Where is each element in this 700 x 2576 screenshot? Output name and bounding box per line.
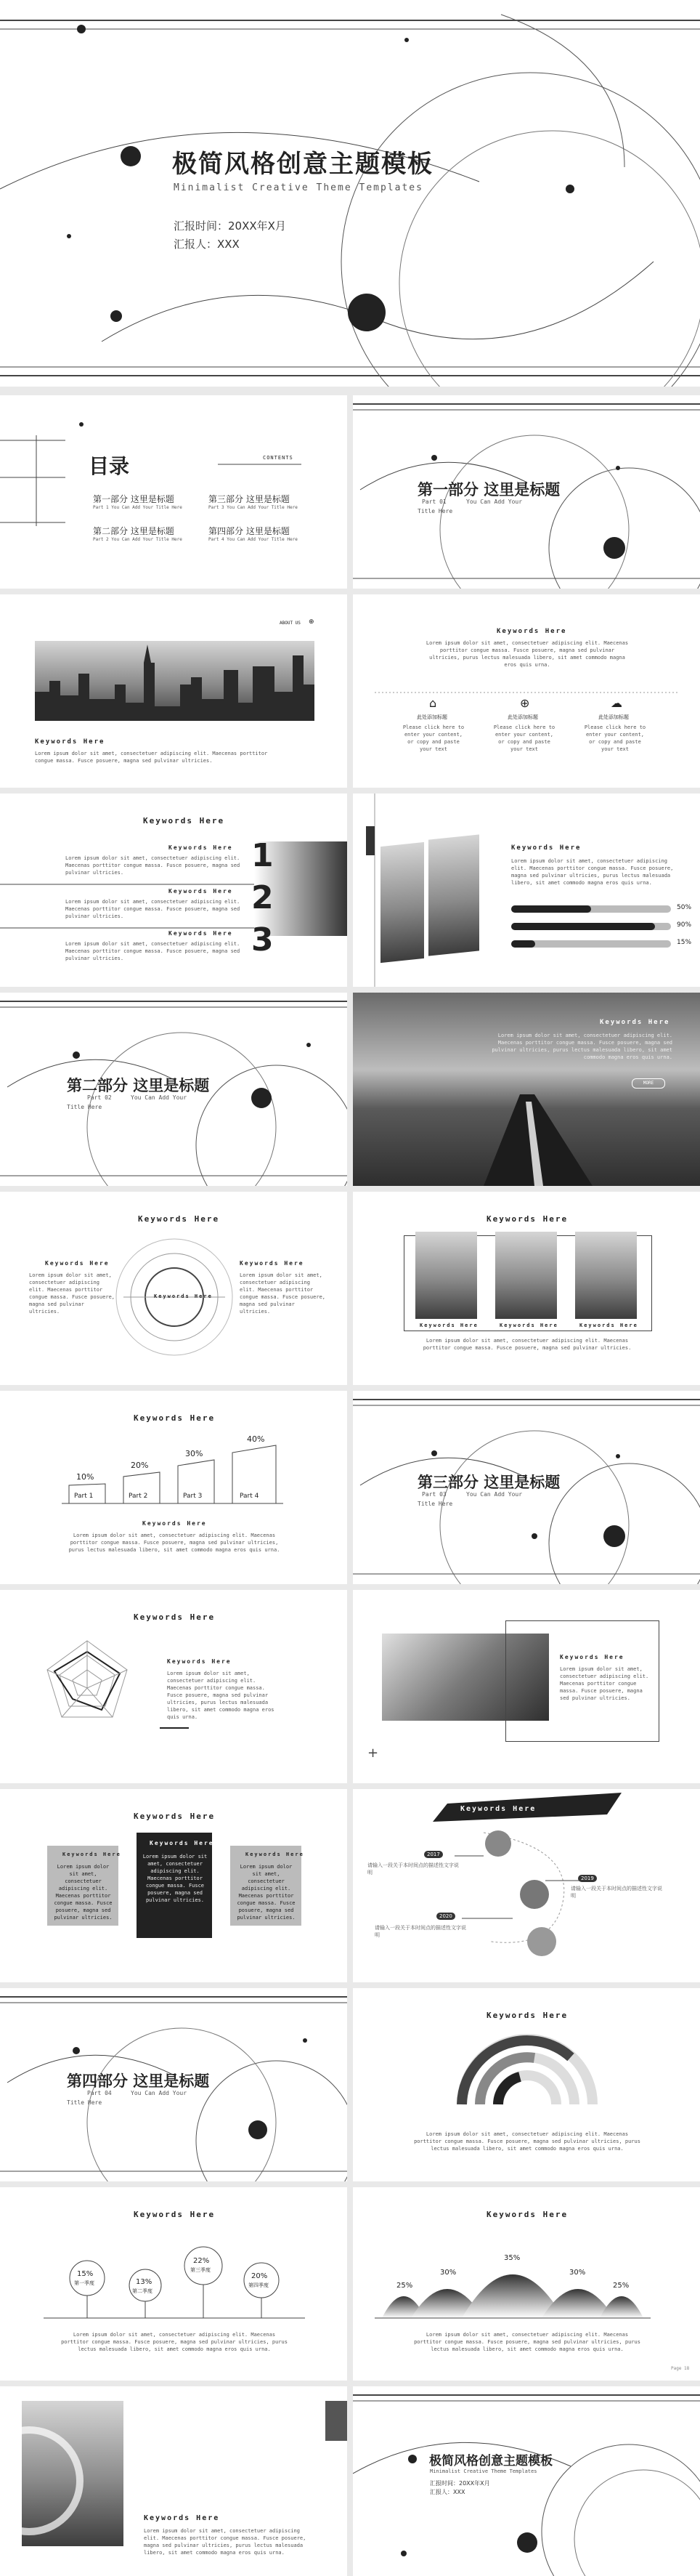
ending-reporter: 汇报人：XXX: [430, 2489, 465, 2495]
section3-slide: [353, 1391, 700, 1584]
number-1: 1: [251, 837, 274, 874]
mountain2-pct: 30%: [440, 2269, 457, 2277]
icon1-title: 此处添加标题: [417, 714, 447, 720]
bubble4-pct: 20%: [251, 2272, 268, 2280]
numbers-slide: [0, 794, 347, 987]
toc-slide: [0, 395, 347, 589]
road-slide: [353, 993, 700, 1186]
progress-label-1: 50%: [677, 904, 692, 911]
banner-center-text: Lorem ipsum dolor sit amet, consectetuer adipiscing elit. Maecenas porttitor congue massa. Fusce posuere, magna sed pulvinar ultricies.: [142, 1854, 208, 1903]
section4-slide: [0, 1988, 347, 2181]
step2-pct: 20%: [131, 1461, 149, 1470]
cover-decoration: [0, 0, 700, 387]
bubbles-text: Lorem ipsum dolor sit amet, consectetuer adipiscing elit. Maecenas porttitor congue massa. Fusce posuere, magna sed pulvinar ultricies, purus lectus malesuada libero, sit amet commodo magna eros quis urna.: [61, 2332, 288, 2352]
ending-decoration: [353, 2386, 700, 2576]
step1-pct: 10%: [76, 1472, 94, 1482]
toc-item-2[interactable]: 第二部分 这里是标题: [93, 526, 174, 536]
step4-label: Part 4: [240, 1493, 259, 1500]
icons-description: Lorem ipsum dolor sit amet, consectetuer adipiscing elit. Maecenas porttitor congue massa. Fusce posuere, magna sed pulvinar ultricies, purus lectus malesuada libero, sit amet commodo magna eros quis urna.: [426, 640, 629, 668]
step1-label: Part 1: [74, 1493, 94, 1500]
timeline-year-2: 2019: [578, 1875, 597, 1882]
icon3-text: Please click here to enter your content, or copy and paste your text: [584, 724, 646, 752]
arc-text: Lorem ipsum dolor sit amet, consectetuer adipiscing elit. Maecenas porttitor congue massa. Fusce posuere, magna sed pulvinar ultricies, purus lectus malesuada libero, sit amet commodo magna eros quis urna.: [414, 2131, 640, 2152]
circle-left-text: Lorem ipsum dolor sit amet, consectetuer adipiscing elit. Maecenas porttitor congue massa. Fusce posuere, magna sed pulvinar ultricies.: [29, 1272, 115, 1315]
section3-title-here: Title Here: [418, 1501, 453, 1507]
road-keywords: Keywords Here: [600, 1019, 670, 1026]
photo1-caption: Keywords Here: [420, 1323, 479, 1328]
building-photo-3: [575, 1232, 637, 1319]
bubble1-pct: 15%: [77, 2270, 94, 2278]
banner-left-text: Lorem ipsum dolor sit amet, consectetuer adipiscing elit. Maecenas porttitor congue massa. Fusce posuere, magna sed pulvinar ultricies.: [54, 1864, 113, 1921]
banners-title: Keywords Here: [134, 1812, 216, 1821]
section3-part: Part 03: [422, 1491, 447, 1498]
numbers-kw-3: Keywords Here: [168, 930, 233, 937]
section4-add: You Can Add Your: [131, 2090, 187, 2096]
section4-title-here: Title Here: [67, 2099, 102, 2106]
progress-label-2: 90%: [677, 921, 692, 929]
bubbles-slide: [0, 2187, 347, 2381]
about-us-arrow-icon[interactable]: ⊕: [309, 618, 314, 626]
progress-slide: [353, 794, 700, 987]
progress-image-2: [428, 834, 479, 956]
numbers-text-3: Lorem ipsum dolor sit amet, consectetuer adipiscing elit. Maecenas porttitor congue massa. Fusce posuere, magna sed pulvinar ultricies.: [65, 941, 240, 961]
three-photos-text: Lorem ipsum dolor sit amet, consectetuer adipiscing elit. Maecenas porttitor congue massa. Fusce posuere, magna sed pulvinar ultricies.: [423, 1338, 632, 1351]
bubble1-label: 第一季度: [74, 2280, 94, 2286]
steps-title: Keywords Here: [134, 1413, 216, 1423]
building-photo-2: [495, 1232, 557, 1319]
progress-bar-1: [511, 905, 671, 913]
steps-decoration: [0, 1391, 347, 1584]
city-slide: [0, 594, 347, 788]
banners-slide: [0, 1789, 347, 1982]
timeline-year-1: 2017: [424, 1851, 443, 1858]
numbers-kw-2: Keywords Here: [168, 888, 233, 895]
banner-right-text: Lorem ipsum dolor sit amet, consectetuer adipiscing elit. Maecenas porttitor congue massa. Fusce posuere, magna sed pulvinar ultricies.: [237, 1864, 296, 1921]
section2-title: 第二部分 这里是标题: [67, 1077, 210, 1094]
icons-slide: [353, 594, 700, 788]
section3-title: 第三部分 这里是标题: [418, 1474, 561, 1491]
toc-item-3[interactable]: 第三部分 这里是标题: [208, 494, 290, 504]
mountains-title: Keywords Here: [487, 2210, 569, 2219]
icons-decoration: [353, 594, 700, 788]
plus-icon: +: [367, 1745, 379, 1761]
toc-item-3-sub: Part 3 You Can Add Your Title Here: [208, 505, 298, 510]
timeline-text-2: 请输入一段关于本时间点的描述性文字说明: [571, 1886, 662, 1899]
thanks-photo-slide: [0, 2386, 347, 2576]
section1-part: Part 01: [422, 498, 447, 505]
home-icon: ⌂: [429, 696, 437, 710]
timeline-title: Keywords Here: [460, 1805, 537, 1813]
progress-label-3: 15%: [677, 939, 692, 946]
circle-center-label: Keywords Here: [154, 1293, 213, 1299]
photo3-caption: Keywords Here: [579, 1323, 638, 1328]
more-button[interactable]: MORE: [632, 1078, 665, 1089]
cover-report-time: 汇报时间：20XX年X月: [174, 219, 286, 233]
arc-slide: [353, 1988, 700, 2181]
section2-title-here: Title Here: [67, 1104, 102, 1110]
thanks-text: Lorem ipsum dolor sit amet, consectetuer adipiscing elit. Maecenas porttitor congue massa. Fusce posuere, magna sed pulvinar ultricies, purus lectus malesuada libero, sit amet commodo magna eros quis urna.: [144, 2528, 306, 2556]
toc-item-4[interactable]: 第四部分 这里是标题: [208, 526, 290, 536]
section2-slide: [0, 993, 347, 1186]
bubble2-label: 第二季度: [132, 2288, 152, 2294]
bubble3-label: 第三季度: [190, 2267, 211, 2273]
radar-kw: Keywords Here: [167, 1658, 232, 1665]
road-text: Lorem ipsum dolor sit amet, consectetuer adipiscing elit. Maecenas porttitor congue massa. Fusce posuere, magna sed pulvinar ultricies, purus lectus malesuada libero, sit amet commodo magna eros quis urna.: [492, 1033, 672, 1060]
circle-title: Keywords Here: [138, 1214, 220, 1224]
icons-keywords: Keywords Here: [497, 628, 567, 635]
bubble2-pct: 13%: [136, 2278, 152, 2286]
chat-icon: ☁: [611, 696, 622, 710]
bubbles-title: Keywords Here: [134, 2210, 216, 2219]
section4-part: Part 04: [87, 2090, 112, 2096]
mountain5-pct: 25%: [613, 2282, 630, 2290]
ending-title: 极简风格创意主题模板: [429, 2454, 553, 2468]
cover-slide: [0, 0, 700, 387]
toc-item-2-sub: Part 2 You Can Add Your Title Here: [93, 537, 182, 542]
section1-add: You Can Add Your: [466, 498, 523, 505]
step4-pct: 40%: [247, 1434, 265, 1444]
three-photos-title: Keywords Here: [487, 1214, 569, 1224]
section1-title-here: Title Here: [418, 508, 453, 514]
toc-item-1[interactable]: 第一部分 这里是标题: [93, 494, 174, 504]
bubble4-label: 第四季度: [248, 2282, 269, 2288]
circle-slide: [0, 1192, 347, 1385]
section1-slide: [353, 395, 700, 589]
cover-subtitle: Minimalist Creative Theme Templates: [174, 182, 423, 193]
arc-chart: [353, 1988, 700, 2181]
progress-image-1: [380, 842, 424, 963]
ending-subtitle: Minimalist Creative Theme Templates: [430, 2468, 537, 2474]
section3-add: You Can Add Your: [466, 1491, 523, 1498]
globe-icon: ⊕: [520, 696, 530, 710]
photo2-caption: Keywords Here: [500, 1323, 558, 1328]
toc-contents-label: CONTENTS: [263, 455, 293, 461]
city-skyline-image: [35, 641, 314, 721]
city-keywords: Keywords Here: [35, 738, 105, 746]
radar-title: Keywords Here: [134, 1612, 216, 1622]
icon2-text: Please click here to enter your content, or copy and paste your text: [493, 724, 555, 752]
section4-title: 第四部分 这里是标题: [67, 2072, 210, 2090]
number-2: 2: [251, 879, 274, 916]
three-photos-slide: [353, 1192, 700, 1385]
banner-left-kw: Keywords Here: [62, 1852, 121, 1857]
steps-kw: Keywords Here: [142, 1520, 207, 1527]
thanks-kw: Keywords Here: [144, 2514, 220, 2522]
toc-decoration: [0, 395, 347, 589]
icon1-text: Please click here to enter your content, or copy and paste your text: [402, 724, 465, 752]
circle-right-kw: Keywords Here: [240, 1260, 304, 1267]
progress-bar-2: [511, 923, 671, 930]
timeline-text-3: 请输入一段关于本时间点的描述性文字说明: [375, 1925, 466, 1938]
numbers-text-1: Lorem ipsum dolor sit amet, consectetuer adipiscing elit. Maecenas porttitor congue massa. Fusce posuere, magna sed pulvinar ultricies.: [65, 855, 240, 876]
mountains-slide: [353, 2187, 700, 2381]
mountains-text: Lorem ipsum dolor sit amet, consectetuer adipiscing elit. Maecenas porttitor congue massa. Fusce posuere, magna sed pulvinar ultricies, purus lectus malesuada libero, sit amet commodo magna eros quis urna.: [414, 2332, 640, 2352]
section2-part: Part 02: [87, 1094, 112, 1101]
cover-title: 极简风格创意主题模板: [172, 150, 434, 179]
building-photo-1: [415, 1232, 477, 1319]
radar-text: Lorem ipsum dolor sit amet, consectetuer adipiscing elit. Maecenas porttitor congue massa. Fusce posuere, magna sed pulvinar ultricies, purus lectus malesuada libero, sit amet commodo magna eros quis urna.: [167, 1671, 274, 1720]
circle-right-text: Lorem ipsum dolor sit amet, consectetuer adipiscing elit. Maecenas porttitor congue massa. Fusce posuere, magna sed pulvinar ultricies.: [240, 1272, 326, 1315]
numbers-text-2: Lorem ipsum dolor sit amet, consectetuer adipiscing elit. Maecenas porttitor congue massa. Fusce posuere, magna sed pulvinar ultricies.: [65, 899, 240, 919]
numbers-kw-1: Keywords Here: [168, 844, 233, 851]
banner-center-kw: Keywords Here: [150, 1840, 214, 1846]
photo-frame-kw: Keywords Here: [560, 1654, 624, 1660]
toc-item-4-sub: Part 4 You Can Add Your Title Here: [208, 537, 298, 542]
step2-label: Part 2: [129, 1493, 148, 1500]
section2-add: You Can Add Your: [131, 1094, 187, 1101]
progress-bar-3: [511, 940, 671, 948]
timeline-year-3: 2020: [436, 1913, 455, 1920]
ending-slide: [353, 2386, 700, 2576]
city-description: Lorem ipsum dolor sit amet, consectetuer adipiscing elit. Maecenas porttitor congue massa. Fusce posuere, magna sed pulvinar ultricies.: [35, 751, 268, 764]
bubble3-pct: 22%: [193, 2257, 210, 2265]
cover-reporter: 汇报人：XXX: [174, 238, 240, 251]
steps-text: Lorem ipsum dolor sit amet, consectetuer adipiscing elit. Maecenas porttitor congue massa. Fusce posuere, magna sed pulvinar ultricies, purus lectus malesuada libero, sit amet commodo magna eros quis urna.: [68, 1533, 280, 1553]
arc-title: Keywords Here: [487, 2011, 569, 2020]
timeline-text-1: 请输入一段关于本时间点的描述性文字说明: [367, 1862, 459, 1876]
photo-frame-slide: [353, 1590, 700, 1783]
progress-keywords: Keywords Here: [511, 844, 582, 852]
page-number: Page 18: [671, 2366, 690, 2371]
section1-title: 第一部分 这里是标题: [418, 481, 561, 498]
about-us-label: ABOUT US: [280, 621, 301, 626]
toc-item-1-sub: Part 1 You Can Add Your Title Here: [93, 505, 182, 510]
timeline-slide: [353, 1789, 700, 1982]
numbers-title: Keywords Here: [143, 816, 225, 825]
steps-slide: [0, 1391, 347, 1584]
mountain4-pct: 30%: [569, 2269, 586, 2277]
icon3-title: 此处添加标题: [598, 714, 629, 720]
step3-label: Part 3: [183, 1493, 203, 1500]
mountain3-pct: 35%: [504, 2254, 521, 2262]
progress-text: Lorem ipsum dolor sit amet, consectetuer adipiscing elit. Maecenas porttitor congue massa. Fusce posuere, magna sed pulvinar ultricies, purus lectus malesuada libero, sit amet commodo magna eros quis urna.: [511, 858, 674, 886]
ending-report-time: 汇报时间：20XX年X月: [430, 2480, 490, 2487]
icon2-title: 此处添加标题: [508, 714, 538, 720]
number-3: 3: [251, 921, 274, 958]
banner-right-kw: Keywords Here: [245, 1852, 304, 1857]
radar-slide: [0, 1590, 347, 1783]
photo-frame-text: Lorem ipsum dolor sit amet, consectetuer adipiscing elit. Maecenas porttitor congue massa. Fusce posuere, magna sed pulvinar ultricies.: [560, 1666, 649, 1701]
circle-left-kw: Keywords Here: [45, 1260, 110, 1267]
step3-pct: 30%: [185, 1449, 203, 1458]
mountain1-pct: 25%: [396, 2282, 413, 2290]
toc-title: 目录: [89, 454, 130, 478]
